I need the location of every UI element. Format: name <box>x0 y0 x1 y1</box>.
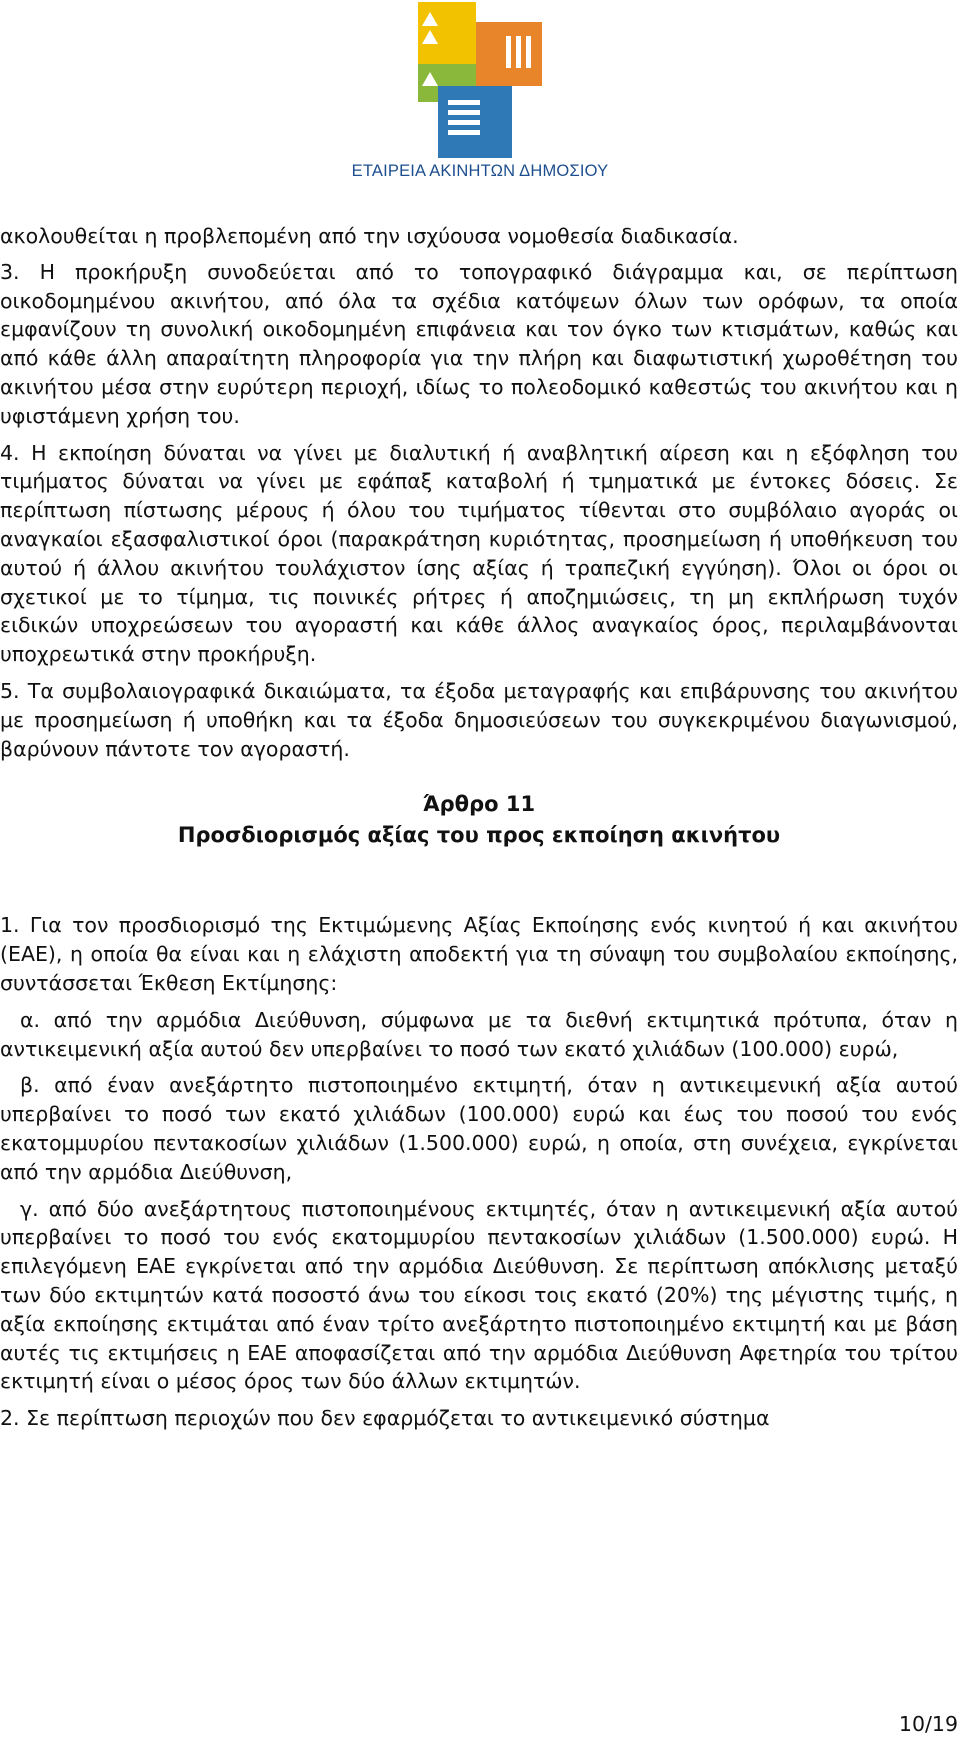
article-paragraph-1: 1. Για τον προσδιορισμό της Εκτιμώμενης Αξίας Εκποίησης ενός κινητού ή και ακινήτου (ΕΑΕ), η οποία θα είναι και η ελάχιστη αποδεκτή για τη σύναψη του συμβολαίου εκποίησης, συντάσσεται Έκθεση Εκτίμησης: <box>0 913 958 995</box>
article-item-gamma: γ. από δύο ανεξάρτητους πιστοποιημένους εκτιμητές, όταν η αντικειμενική αξία αυτού υπερβαίνει το ποσό του ενός εκατομμυρίου πεντακοσίων χιλιάδων (1.500.000) ευρώ. Η επιλεγόμενη ΕΑΕ εγκρίνεται από την αρμόδια Διεύθυνση. Σε περίπτωση απόκλισης μεταξύ των δύο εκτιμητών κατά ποσοστό άνω του είκοσι τοις εκατό (20%) της μέγιστης τιμής, η αξία εκποίησης εκτιμάται από έναν τρίτο ανεξάρτητο πιστοποιημένο εκτιμητή και με βάση αυτές τις εκτιμήσεις η ΕΑΕ αποφασίζεται από την αρμόδια Διεύθυνση Αφετηρία του τρίτου εκτιμητή είναι ο μέσος όρος των δύο άλλων εκτιμητών. <box>0 1196 958 1394</box>
article-number: Άρθρο 11 <box>422 792 536 817</box>
company-logo <box>340 0 620 190</box>
paragraph-intro: ακολουθείται η προβλεπομένη από την ισχύουσα νομοθεσία διαδικασία. <box>0 224 739 248</box>
paragraph-4: 4. Η εκποίηση δύναται να γίνει με διαλυτική ή αναβλητική αίρεση και η εξόφληση του τιμήματος δύναται να γίνει με εφάπαξ καταβολή ή τμηματικά με έντοκες δόσεις. Σε περίπτωση πίστωσης μέρους ή όλου του τιμήματος τίθενται στο συμβόλαιο αγοράς οι αναγκαίοι εξασφαλιστικοί όροι (παρακράτηση κυριότητας, προσημείωση ή υποθήκευση του αυτού ή άλλου ακινήτου τουλάχιστον ίσης αξίας ή τραπεζική εγγύηση). Όλοι οι όροι οι σχετικοί με το τίμημα, τις ποινικές ρήτρες ή αποζημιώσεις, τη μη εκπλήρωση τυχόν ειδικών υποχρεώσεων του αγοραστή και κάθε άλλος αναγκαίος όρος, περιλαμβάνονται υποχρεωτικά στην προκήρυξη. <box>0 440 958 667</box>
paragraph-3: 3. Η προκήρυξη συνοδεύεται από το τοπογραφικό διάγραμμα και, σε περίπτωση οικοδομημένου ακινήτου, από όλα τα σχέδια κατόψεων όλων των ορόφων, τα οποία εμφανίζουν τη συνολική οικοδομημένη επιφάνεια και τον όγκο των κτισμάτων, καθώς και από κάθε άλλη απαραίτητη πληροφορία για την πλήρη και διαφωτιστική χωροθέτηση του ακινήτου μέσα στην ευρύτερη περιοχή, ιδίως το πολεοδομικό καθεστώς του ακινήτου και η υφιστάμενη χρήση του. <box>0 259 958 428</box>
logo-mark-icon <box>418 2 544 160</box>
page-number: 10/19 <box>898 1712 958 1736</box>
logo-text: ΕΤΑΙΡΕΙΑ ΑΚΙΝΗΤΩΝ ΔΗΜΟΣΙΟΥ <box>351 162 609 180</box>
article-item-alpha: α. από την αρμόδια Διεύθυνση, σύμφωνα με τα διεθνή εκτιμητικά πρότυπα, όταν η αντικειμενική αξία αυτού δεν υπερβαίνει το ποσό των εκατό χιλιάδων (100.000) ευρώ, <box>0 1007 958 1061</box>
article-heading <box>0 789 958 851</box>
document-body <box>0 222 958 1441</box>
article-paragraph-2: 2. Σε περίπτωση περιοχών που δεν εφαρμόζεται το αντικειμενικό σύστημα <box>0 1406 770 1431</box>
paragraph-5: 5. Τα συμβολαιογραφικά δικαιώματα, τα έξοδα μεταγραφής και επιβάρυνσης του ακινήτου με προσημείωση ή υποθήκη και τα έξοδα δημοσιεύσεων του συγκεκριμένου διαγωνισμού, βαρύνουν πάντοτε τον αγοραστή. <box>0 678 958 761</box>
article-title: Προσδιορισμός αξίας του προς εκποίηση ακινήτου <box>177 823 781 848</box>
article-item-beta: β. από έναν ανεξάρτητο πιστοποιημένο εκτιμητή, όταν η αντικειμενική αξία αυτού υπερβαίνει το ποσό των εκατό χιλιάδων (100.000) ευρώ και έως του ποσού του ενός εκατομμυρίου πεντακοσίων χιλιάδων (1.500.000) ευρώ, η οποία, στη συνέχεια, εγκρίνεται από την αρμόδια Διεύθυνση, <box>0 1073 958 1184</box>
